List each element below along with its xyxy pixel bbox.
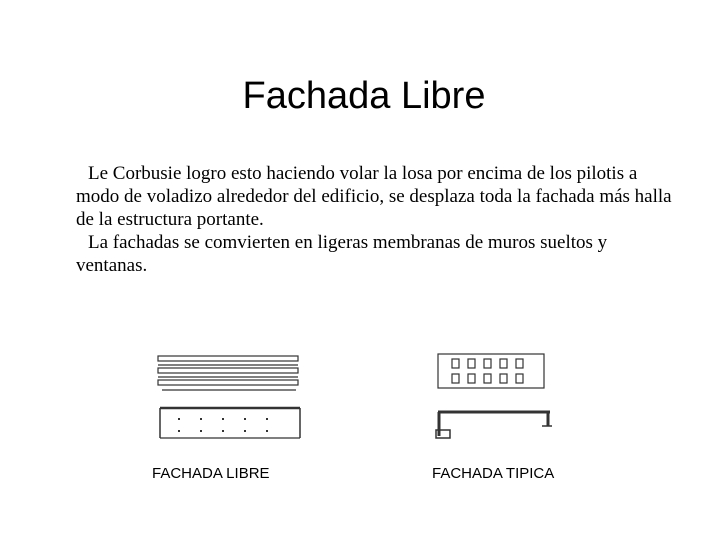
free-facade-diagram-icon: [150, 350, 310, 446]
slide-body: [76, 162, 676, 277]
body-paragraph: La fachadas se comvierten en ligeras membranas de muros sueltos y ventanas.: [76, 232, 608, 276]
figure-caption-typical-facade: FACHADA TIPICA: [432, 465, 555, 482]
figure-caption-free-facade: FACHADA LIBRE: [152, 465, 270, 482]
slide-title: Fachada Libre: [242, 75, 486, 117]
typical-facade-diagram-icon: [432, 350, 554, 442]
body-paragraph: Le Corbusie logro esto haciendo volar la losa por encima de los pilotis a modo de voladizo alrededor del edificio, se desplaza toda la fachada más halla de la estructura portante.: [76, 163, 672, 230]
